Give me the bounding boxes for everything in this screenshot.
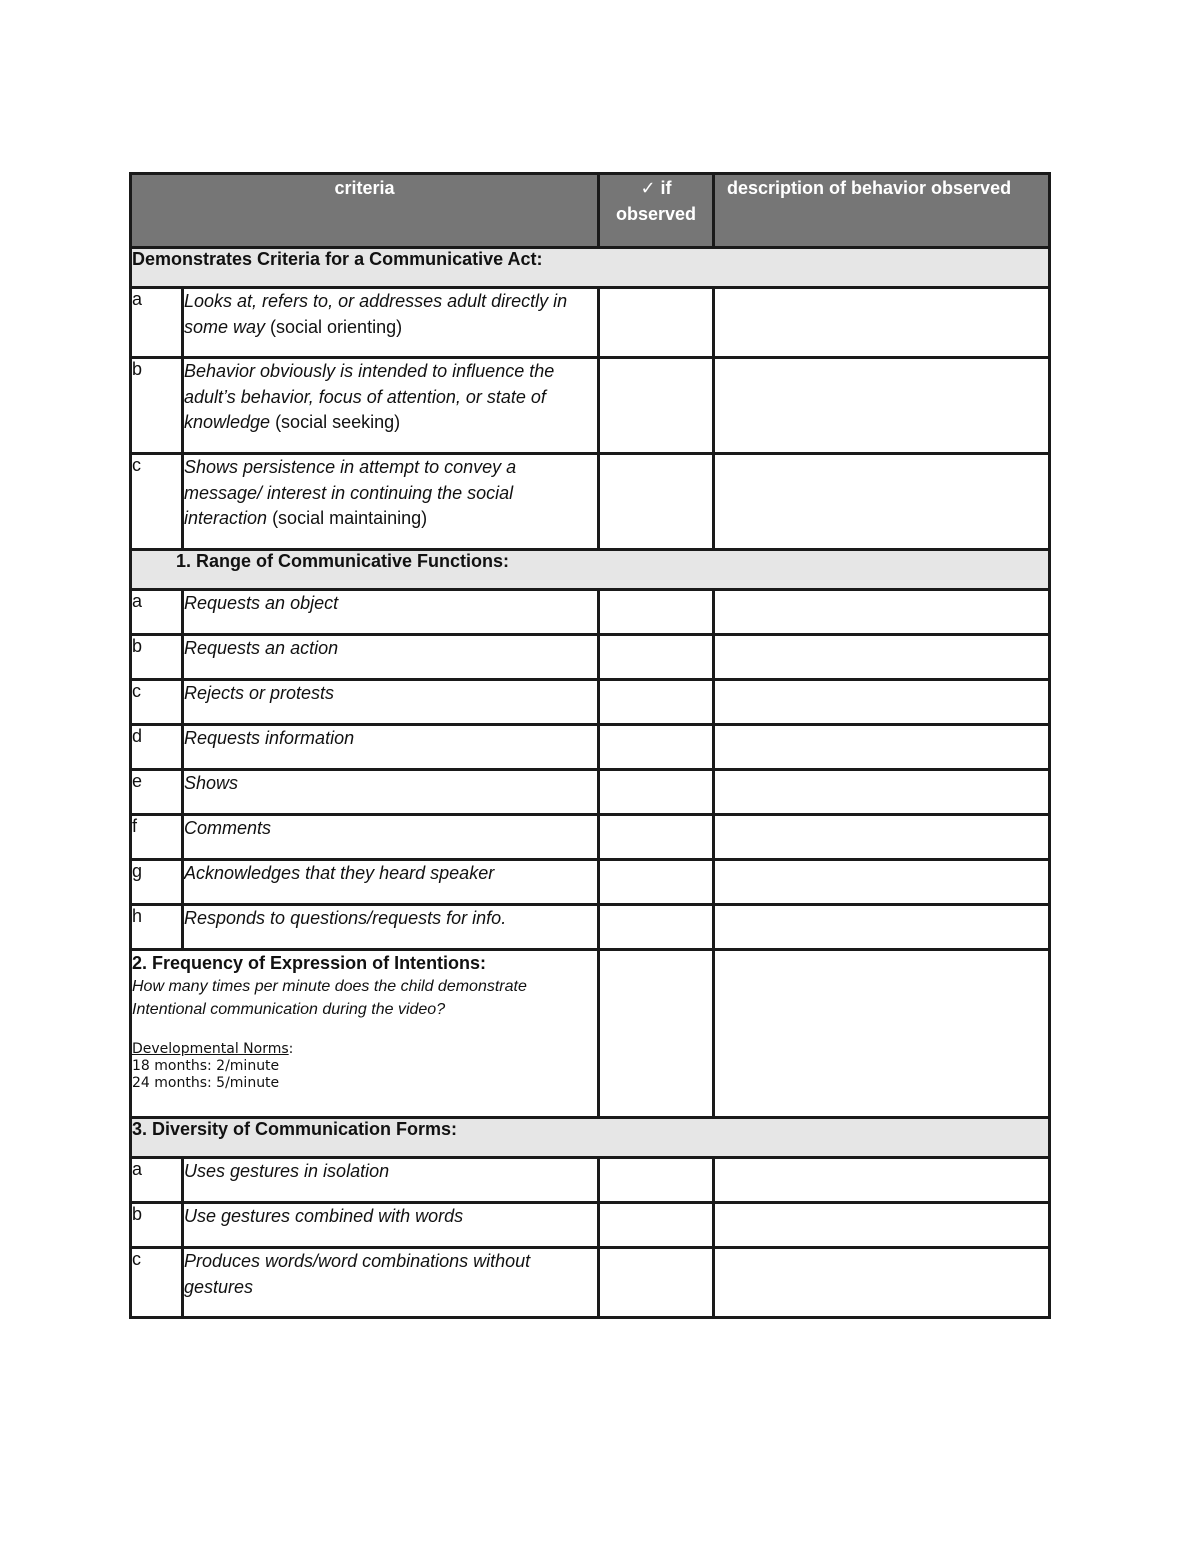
item-text <box>183 590 599 635</box>
table-row <box>131 770 1050 815</box>
item-letter: b <box>131 1203 183 1248</box>
section-title: 2. Frequency of Expression of Intentions: <box>132 953 487 973</box>
item-text <box>183 635 599 680</box>
frequency-row <box>131 950 1050 1118</box>
table-row <box>131 1158 1050 1203</box>
check-cell[interactable] <box>599 770 714 815</box>
table-row <box>131 288 1050 358</box>
description-cell[interactable] <box>714 1158 1050 1203</box>
description-cell[interactable] <box>714 725 1050 770</box>
table-row <box>131 590 1050 635</box>
norm-18-months: 18 months: 2/minute <box>132 1058 280 1074</box>
check-cell[interactable] <box>599 288 714 358</box>
norms-colon: : <box>288 1041 294 1057</box>
check-cell[interactable] <box>599 950 714 1118</box>
item-letter: c <box>131 680 183 725</box>
item-text <box>183 1248 599 1318</box>
description-cell[interactable] <box>714 815 1050 860</box>
section-row-communicative-act <box>131 248 1050 288</box>
table-row <box>131 1203 1050 1248</box>
item-criterion: Rejects or protests <box>184 683 335 703</box>
item-text <box>183 454 599 550</box>
check-cell[interactable] <box>599 635 714 680</box>
item-letter: c <box>131 454 183 550</box>
item-letter: b <box>131 635 183 680</box>
description-cell[interactable] <box>714 635 1050 680</box>
item-criterion: Produces words/word combinations without gestures <box>184 1251 531 1297</box>
item-criterion: Looks at, refers to, or addresses adult directly in some way <box>184 291 568 337</box>
item-letter: e <box>131 770 183 815</box>
description-cell[interactable] <box>714 454 1050 550</box>
description-cell[interactable] <box>714 1203 1050 1248</box>
check-cell[interactable] <box>599 725 714 770</box>
description-cell[interactable] <box>714 950 1050 1118</box>
table-row <box>131 454 1050 550</box>
item-letter: g <box>131 860 183 905</box>
item-letter: f <box>131 815 183 860</box>
item-criterion: Behavior obviously is intended to influence the adult’s behavior, focus of attention, or state of knowledge <box>184 361 555 432</box>
item-letter: d <box>131 725 183 770</box>
table-row <box>131 905 1050 950</box>
observation-checklist-table <box>129 172 1051 1319</box>
description-cell[interactable] <box>714 905 1050 950</box>
item-text <box>183 1158 599 1203</box>
item-letter: b <box>131 358 183 454</box>
frequency-cell <box>131 950 599 1118</box>
description-header: description of behavior observed <box>714 174 1050 248</box>
check-cell[interactable] <box>599 860 714 905</box>
item-criterion: Shows persistence in attempt to convey a message/ interest in continuing the social interaction <box>184 457 517 528</box>
norms-heading <box>132 1041 597 1058</box>
check-cell[interactable] <box>599 680 714 725</box>
description-cell[interactable] <box>714 1248 1050 1318</box>
item-text <box>183 860 599 905</box>
item-note: (social orienting) <box>265 316 403 337</box>
item-criterion: Requests information <box>184 728 355 748</box>
section-title: Demonstrates Criteria for a Communicative Act: <box>131 248 1050 288</box>
item-text <box>183 288 599 358</box>
check-cell[interactable] <box>599 1203 714 1248</box>
section-row-diversity <box>131 1118 1050 1158</box>
item-text <box>183 905 599 950</box>
description-cell[interactable] <box>714 680 1050 725</box>
item-text <box>183 770 599 815</box>
check-cell[interactable] <box>599 358 714 454</box>
table-row <box>131 680 1050 725</box>
frequency-question: How many times per minute does the child demonstrate Intentional communication during the video? <box>132 978 527 1018</box>
item-criterion: Requests an object <box>184 593 339 613</box>
item-text <box>183 725 599 770</box>
table-row <box>131 860 1050 905</box>
check-cell[interactable] <box>599 454 714 550</box>
item-criterion: Acknowledges that they heard speaker <box>184 863 495 883</box>
header-row <box>131 174 1050 248</box>
item-criterion: Shows <box>184 773 239 793</box>
item-text <box>183 680 599 725</box>
description-cell[interactable] <box>714 590 1050 635</box>
norm-24-months: 24 months: 5/minute <box>132 1075 280 1091</box>
item-criterion: Use gestures combined with words <box>184 1206 464 1226</box>
description-cell[interactable] <box>714 288 1050 358</box>
table-row <box>131 635 1050 680</box>
item-letter: h <box>131 905 183 950</box>
table-row <box>131 725 1050 770</box>
criteria-header: criteria <box>131 174 599 248</box>
check-if-observed-header: ✓ if observed <box>599 174 714 248</box>
check-cell[interactable] <box>599 815 714 860</box>
item-note: (social seeking) <box>270 412 401 432</box>
item-letter: a <box>131 288 183 358</box>
item-text <box>183 815 599 860</box>
description-cell[interactable] <box>714 770 1050 815</box>
section-row-range <box>131 550 1050 590</box>
item-letter: a <box>131 1158 183 1203</box>
description-cell[interactable] <box>714 358 1050 454</box>
check-cell[interactable] <box>599 1158 714 1203</box>
developmental-norms <box>132 1041 597 1092</box>
section-title: 3. Diversity of Communication Forms: <box>131 1118 1050 1158</box>
item-note: (social maintaining) <box>267 508 428 528</box>
table-row <box>131 358 1050 454</box>
item-criterion: Responds to questions/requests for info. <box>184 908 507 928</box>
table-row <box>131 815 1050 860</box>
norms-label: Developmental Norms <box>132 1041 289 1057</box>
item-text <box>183 358 599 454</box>
check-cell[interactable] <box>599 905 714 950</box>
section-title: 1. Range of Communicative Functions: <box>131 550 1050 590</box>
item-letter: c <box>131 1248 183 1318</box>
check-cell[interactable] <box>599 590 714 635</box>
table-row <box>131 1248 1050 1318</box>
item-criterion: Uses gestures in isolation <box>184 1161 390 1181</box>
description-cell[interactable] <box>714 860 1050 905</box>
item-letter: a <box>131 590 183 635</box>
item-text <box>183 1203 599 1248</box>
item-criterion: Requests an action <box>184 638 339 658</box>
item-criterion: Comments <box>184 818 272 838</box>
check-cell[interactable] <box>599 1248 714 1318</box>
